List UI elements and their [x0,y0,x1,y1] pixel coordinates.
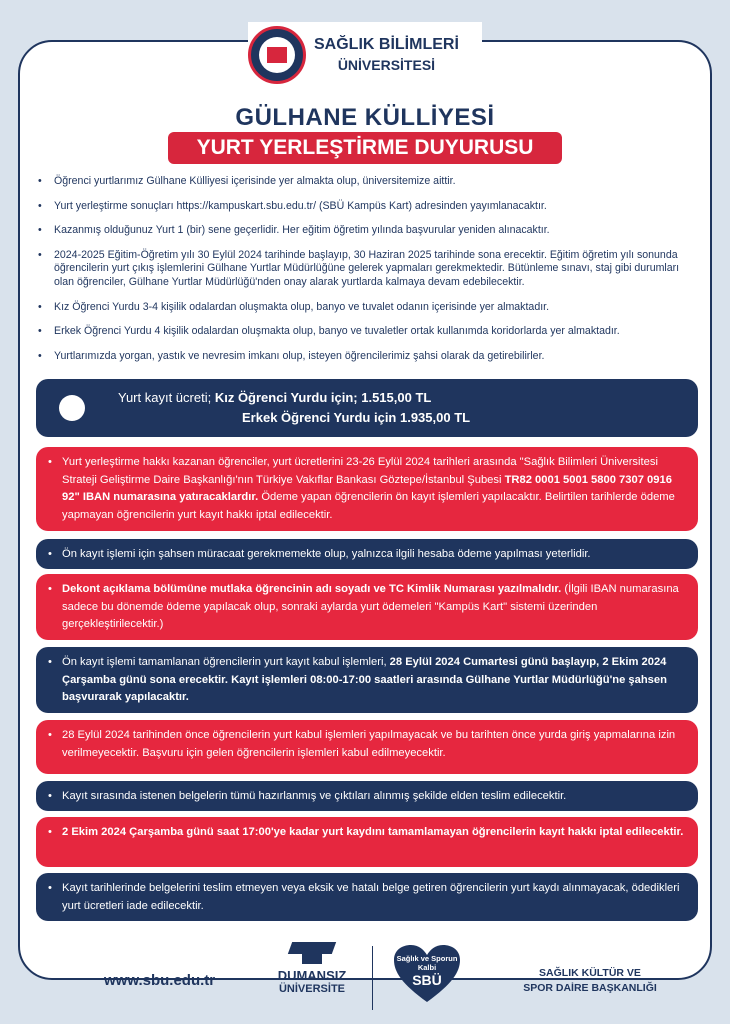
refund-box: • Kayıt tarihlerinde belgelerini teslim etmeyen veya eksik ve hatalı belge getiren öğrencilerin yurt kaydı alınmayacak, ödedikleri yurt ücretleri iade edilecektir. [36,873,698,921]
heart-caption: Sağlık ve Sporun Kalbi [396,954,458,972]
payment-notice-box: • Yurt yerleştirme hakkı kazanan öğrenciler, yurt ücretlerini 23-26 Eylül 2024 tarihleri arasında "Sağlık Bilimleri Üniversitesi Strateji Geliştirme Daire Başkanlığı'nın Türkiye Vakıflar Bankası Göztepe/İstanbul Şubesi TR82 0001 5001 5800 7307 0916 92" IBAN numarasına yatıracaklardır. Ödeme yapan öğrencilerin ön kayıt işlemleri yapılacaktır. Belirtilen tarihlerde ödeme yapmayan öğrencilerin yurt kayıt hakkı iptal edilecektir. [36,447,698,531]
department-name: SAĞLIK KÜLTÜR VE SPOR DAİRE BAŞKANLIĞI [523,967,657,994]
deadline-box: • 2 Ekim 2024 Çarşamba günü saat 17:00'ye kadar yurt kaydını tamamlamayan öğrencilerin kayıt hakkı iptal edilecektir. [36,817,698,867]
graduation-cap-icon [285,942,339,964]
list-item: • Erkek Öğrenci Yurdu 4 kişilik odalardan oluşmakta olup, banyo ve tuvaletler ortak kullanımda koridorlarda yer almaktadır. [38,325,700,339]
list-item: • Kazanmış olduğunuz Yurt 1 (bir) sene geçerlidir. Her eğitim öğretim yılında başvurular yeniden alınacaktır. [38,224,700,238]
university-logo [248,22,482,88]
heart-logo [392,944,462,1004]
heart-title: SBÜ [412,972,442,988]
documents-box: • Kayıt sırasında istenen belgelerin tümü hazırlanmış ve çıktıları alınmış şekilde elden teslim edilecektir. [36,781,698,811]
website-link[interactable]: www.sbu.edu.tr [104,972,216,989]
announcement-banner: YURT YERLEŞTİRME DUYURUSU [168,132,562,164]
receipt-notice-box: • Dekont açıklama bölümüne mutlaka öğrencinin adı soyadı ve TC Kimlik Numarası yazılmalıdır. (İlgili IBAN numarasına sadece bu dönemde ödeme yapılacak olup, sonraki aylarda yurt ödemeleri "Kampüs Kart" sistemi üzerinden gerçekleştirilecektir.) [36,574,698,640]
list-item: • Öğrenci yurtlarımız Gülhane Külliyesi içerisinde yer almakta olup, üniversitemize aittir. [38,175,700,189]
page-title: GÜLHANE KÜLLİYESİ [235,104,495,131]
list-item: • Yurt yerleştirme sonuçları https://kampuskart.sbu.edu.tr/ (SBÜ Kampüs Kart) adresinden yayımlanacaktır. [38,200,700,214]
list-item: • Kız Öğrenci Yurdu 3-4 kişilik odalardan oluşmakta olup, banyo ve tuvalet odanın içerisinde yer almaktadır. [38,301,700,315]
fee-line-girls: Yurt kayıt ücreti; Kız Öğrenci Yurdu için; 1.515,00 TL [118,390,432,405]
university-name-line2: ÜNİVERSİTESİ [337,57,436,73]
footer-divider [372,946,373,1010]
circle-icon [59,395,85,421]
registration-dates-box: • Ön kayıt işlemi tamamlanan öğrencilerin yurt kayıt kabul işlemleri, 28 Eylül 2024 Cumartesi günü başlayıp, 2 Ekim 2024 Çarşamba günü sona erecektir. Kayıt işlemleri 08:00-17:00 saatleri arasında Gülhane Yurtlar Müdürlüğü'ne şahsen başvurarak yapılacaktır. [36,647,698,713]
list-item: • Yurtlarımızda yorgan, yastık ve nevresim imkanı olup, isteyen öğrencilerimiz şahsi olarak da getirebilirler. [38,350,700,364]
info-list [38,175,700,374]
university-seal-icon [248,26,306,84]
fee-box [36,379,698,437]
early-entry-box: • 28 Eylül 2024 tarihinden önce öğrencilerin yurt kabul işlemleri yapılmayacak ve bu tarihten önce yurda giriş yapmalarına izin verilmeyecektir. Başvuru için gelen öğrencilerin işlemleri kabul edilmeyecektir. [36,720,698,774]
smoke-free-logo: DUMANSIZ ÜNİVERSİTE [272,942,352,1018]
university-name-line1: SAĞLIK BİLİMLERİ [314,36,459,53]
fee-line-boys: Erkek Öğrenci Yurdu için 1.935,00 TL [242,410,471,425]
pre-registration-box: • Ön kayıt işlemi için şahsen müracaat gerekmemekte olup, yalnızca ilgili hesaba ödeme yapılması yeterlidir. [36,539,698,569]
list-item: • 2024-2025 Eğitim-Öğretim yılı 30 Eylül 2024 tarihinde başlayıp, 30 Haziran 2025 tarihinde sona erecektir. Eğitim öğretim yılı sonunda öğrencilerin yurt çıkış işlemlerini Gülhane Yurtlar Müdürlüğüne gelerek yapmaları gerekmektedir. Bütünleme sınavı, staj gibi durumları olan öğrenciler, Gülhane Yurtlar Müdürlüğü'nden onay alarak yurtlarda kalmaya devam edebilecektir. [38,249,700,290]
